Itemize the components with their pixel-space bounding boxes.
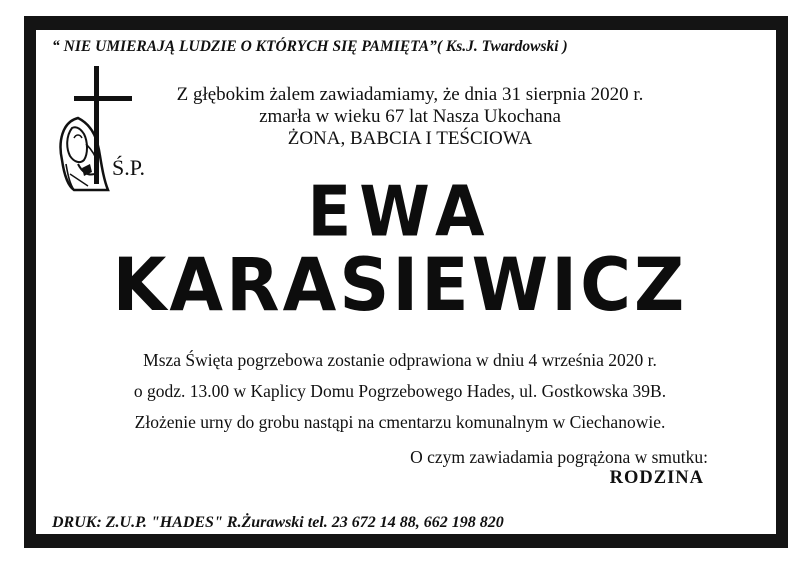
funeral-details — [60, 345, 740, 438]
motto-quote: “ NIE UMIERAJĄ LUDZIE O KTÓRYCH SIĘ PAMIĘTA”( Ks.J. Twardowski ) — [52, 38, 568, 55]
intro-line: Z głębokim żalem zawiadamiamy, że dnia 31 sierpnia 2020 r. — [176, 84, 644, 105]
printer-footer: DRUK: Z.U.P. "HADES" R.Żurawski tel. 23 672 14 88, 662 198 820 — [52, 514, 504, 531]
family-signature: RODZINA — [609, 468, 704, 488]
deceased-first-name: EWA — [307, 173, 493, 253]
deceased-last-name: KARASIEWICZ — [112, 242, 688, 329]
details-line: Złożenie urny do grobu nastąpi na cmentarzu komunalnym w Ciechanowie. — [134, 412, 666, 432]
details-line: o godz. 13.00 w Kaplicy Domu Pogrzebowego Hades, ul. Gostkowska 39B. — [133, 381, 667, 401]
intro-line: ŻONA, BABCIA I TEŚCIOWA — [287, 128, 533, 149]
sp-abbreviation: Ś.P. — [112, 155, 146, 180]
details-line: Msza Święta pogrzebowa zostanie odprawiona w dniu 4 września 2020 r. — [143, 350, 657, 370]
announcement-intro — [130, 84, 690, 150]
closing-line: O czym zawiadamia pogrążona w smutku: — [410, 447, 708, 467]
intro-line: zmarła w wieku 67 lat Nasza Ukochana — [259, 106, 561, 127]
